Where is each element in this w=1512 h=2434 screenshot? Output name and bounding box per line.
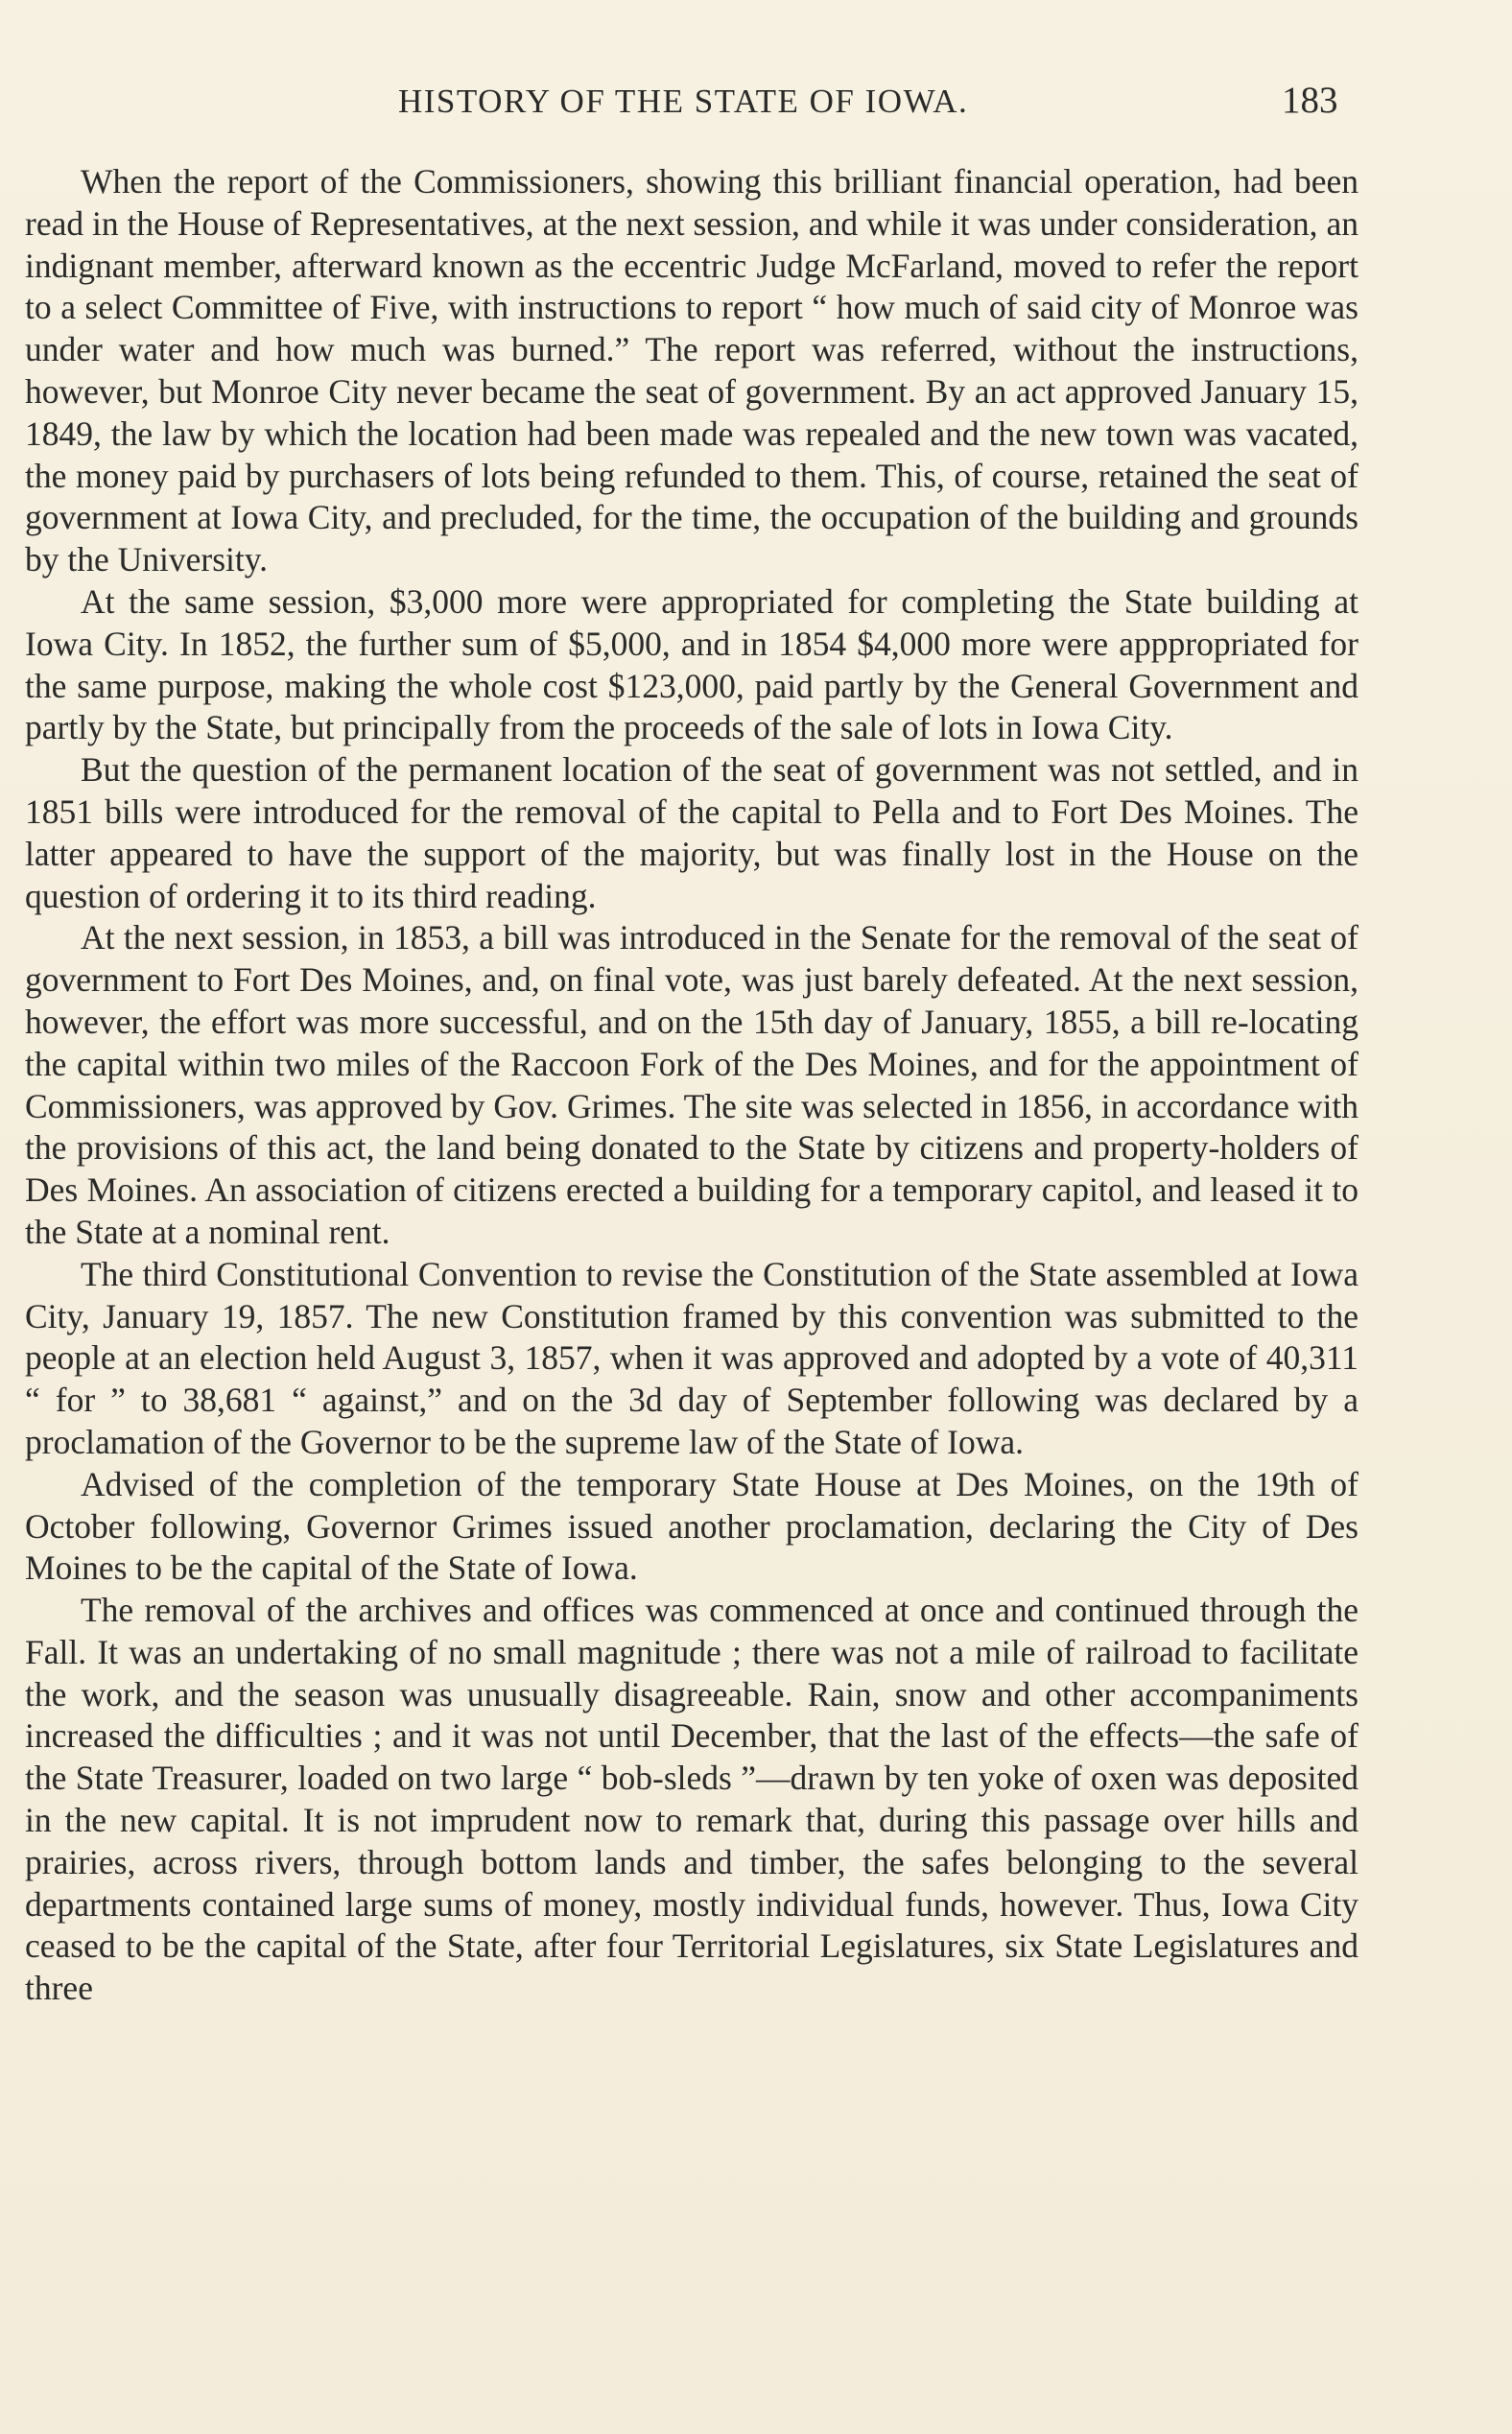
running-head: HISTORY OF THE STATE OF IOWA. xyxy=(398,83,969,120)
paragraph-constitutional-convention: The third Constitutional Convention to revise the Constitution of the State assembled at Iowa City, January 19, 1857. The new Constitution framed by this convention was submitted to the people at an election held August 3, 1857, when it was approved and adopted by a vote of 40,311 “ for ” to 38,681 “ against,” and on the 3d day of September following was declared by a proclamation of the Governor to be the supreme law of the State of Iowa. xyxy=(25,1254,1358,1461)
paragraph-permanent-location: But the question of the permanent location of the seat of government was not settled, and in 1851 bills were introduced for the removal of the capital to Pella and to Fort Des Moines. The latter appeared to have the support of the majority, but was finally lost in the House on the question of ordering it to its third reading. xyxy=(25,750,1358,915)
paragraph-state-building: At the same session, $3,000 more were appropriated for completing the State building at Iowa City. In 1852, the further sum of $5,000, and in 1854 $4,000 more were apppropriated for the same purpose, making the whole cost $123,000, paid partly by the General Government and partly by the State, but principally from the proceeds of the sale of lots in Iowa City. xyxy=(25,581,1358,747)
page-number: 183 xyxy=(1282,80,1338,121)
paragraph-proclamation: Advised of the completion of the temporary State House at Des Moines, on the 19th of October following, Governor Grimes issued another proclamation, declaring the City of Des Moines to be the capital of the State of Iowa. xyxy=(25,1464,1358,1588)
body-text xyxy=(25,161,1358,2010)
paragraph-archives-removal: The removal of the archives and offices was commenced at once and continued through the Fall. It was an undertaking of no small magnitude ; there was not a mile of railroad to facilitate the work, and the season was unusually disagreeable. Rain, snow and other accompaniments increased the difficulties ; and it was not until December, that the last of the effects—the safe of the State Treasurer, loaded on two large “ bob-sleds ”—drawn by ten yoke of oxen was deposited in the new capital. It is not imprudent now to remark that, during this passage over hills and prairies, across rivers, through bottom lands and timber, the safes belonging to the several departments contained large sums of money, mostly individual funds, however. Thus, Iowa City ceased to be the capital of the State, after four Territorial Legislatures, six State Legislatures and three xyxy=(25,1591,1358,2008)
paragraph-monroe-report: When the report of the Commissioners, showing this brilliant financial operation, had been read in the House of Representatives, at the next session, and while it was under consideration, an indignant member, afterward known as the eccentric Judge McFarland, moved to refer the report to a select Committee of Five, with instructions to report “ how much of said city of Monroe was under water and how much was burned.” The report was referred, without the instructions, however, but Monroe City never became the seat of government. By an act approved January 15, 1849, the law by which the location had been made was repealed and the new town was vacated, the money paid by purchasers of lots being refunded to them. This, of course, retained the seat of government at Iowa City, and precluded, for the time, the occupation of the building and grounds by the University. xyxy=(25,162,1358,579)
paragraph-removal-bill: At the next session, in 1853, a bill was introduced in the Senate for the removal of the seat of government to Fort Des Moines, and, on final vote, was just barely defeated. At the next session, however, the effort was more successful, and on the 15th day of January, 1855, a bill re-locating the capital within two miles of the Raccoon Fork of the Des Moines, and for the appointment of Commissioners, was approved by Gov. Grimes. The site was selected in 1856, in accordance with the provisions of this act, the land being donated to the State by citizens and property-holders of Des Moines. An association of citizens erected a building for a temporary capitol, and leased it to the State at a nominal rent. xyxy=(25,918,1358,1251)
page-header xyxy=(0,80,1512,130)
